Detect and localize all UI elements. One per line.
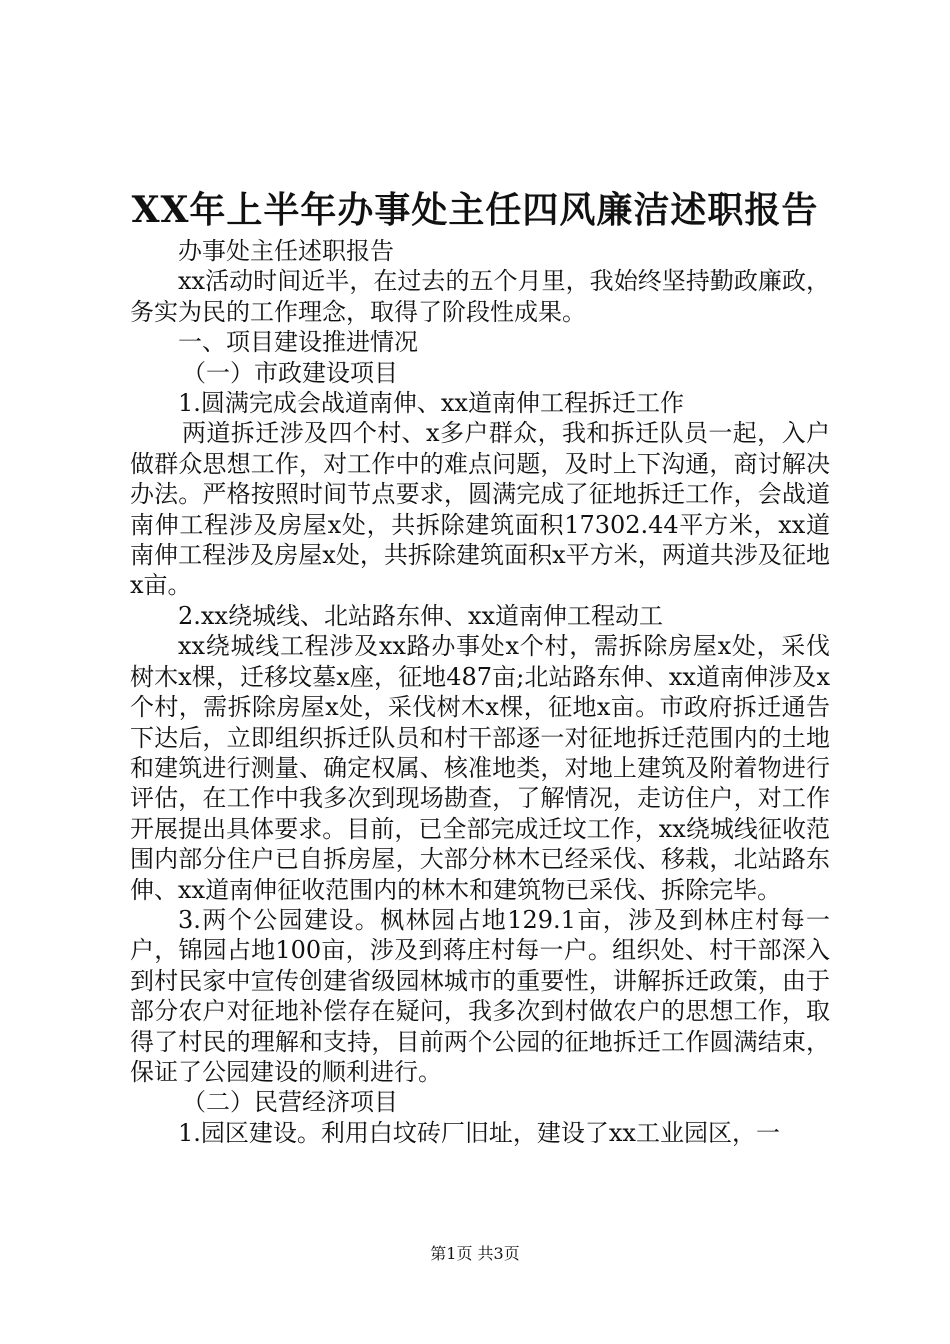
- paragraph: 办事处主任述职报告: [178, 237, 394, 265]
- paragraph: 两道拆迁涉及四个村、x多户群众，我和拆迁队员一起，入户做群众思想工作，对工作中的难点问题，及时上下沟通，商讨解决办法。严格按照时间节点要求，圆满完成了征地拆迁工作，会战道南伸工程涉及房屋x处，共拆除建筑面积17302.44平方米，xx道南伸工程涉及房屋x处，共拆除建筑面积x平方米，两道共涉及征地x亩。: [130, 419, 830, 600]
- paragraph: xx活动时间近半，在过去的五个月里，我始终坚持勤政廉政，务实为民的工作理念，取得了阶段性成果。: [130, 267, 830, 326]
- document-title: XX年上半年办事处主任四风廉洁述职报告: [131, 189, 819, 231]
- page-footer: 第1页 共3页: [430, 1244, 520, 1263]
- paragraph: xx绕城线工程涉及xx路办事处x个村，需拆除房屋x处，采伐树木x棵，迁移坟墓x座，征地487亩;北站路东伸、xx道南伸涉及x个村，需拆除房屋x处，采伐树木x棵，征地x亩。市政府拆迁通告下达后，立即组织拆迁队员和村干部逐一对征地拆迁范围内的土地和建筑进行测量、确定权属、核准地类，对地上建筑及附着物进行评估，在工作中我多次到现场勘查，了解情况，走访住户，对工作开展提出具体要求。目前，已全部完成迁坟工作，xx绕城线征收范围内部分住户已自拆房屋，大部分林木已经采伐、移栽，北站路东伸、xx道南伸征收范围内的林木和建筑物已采伐、拆除完毕。: [130, 632, 830, 904]
- document-body: [130, 236, 830, 1148]
- subsection-heading: （二）民营经济项目: [182, 1088, 398, 1117]
- item-heading: 2.xx绕城线、北站路东伸、xx道南伸工程动工: [178, 601, 664, 630]
- section-heading: 一、项目建设推进情况: [178, 328, 418, 357]
- item-heading: 1.圆满完成会战道南伸、xx道南伸工程拆迁工作: [178, 389, 684, 418]
- subsection-heading: （一）市政建设项目: [182, 358, 398, 387]
- paragraph: 3.两个公园建设。枫林园占地129.1亩，涉及到林庄村每一户，锦园占地100亩，涉及到蒋庄村每一户。组织处、村干部深入到村民家中宣传创建省级园林城市的重要性，讲解拆迁政策，由于部分农户对征地补偿存在疑问，我多次到村做农户的思想工作，取得了村民的理解和支持，目前两个公园的征地拆迁工作圆满结束，保证了公园建设的顺利进行。: [130, 905, 830, 1086]
- paragraph: 1.园区建设。利用白坟砖厂旧址，建设了xx工业园区，一: [178, 1118, 780, 1147]
